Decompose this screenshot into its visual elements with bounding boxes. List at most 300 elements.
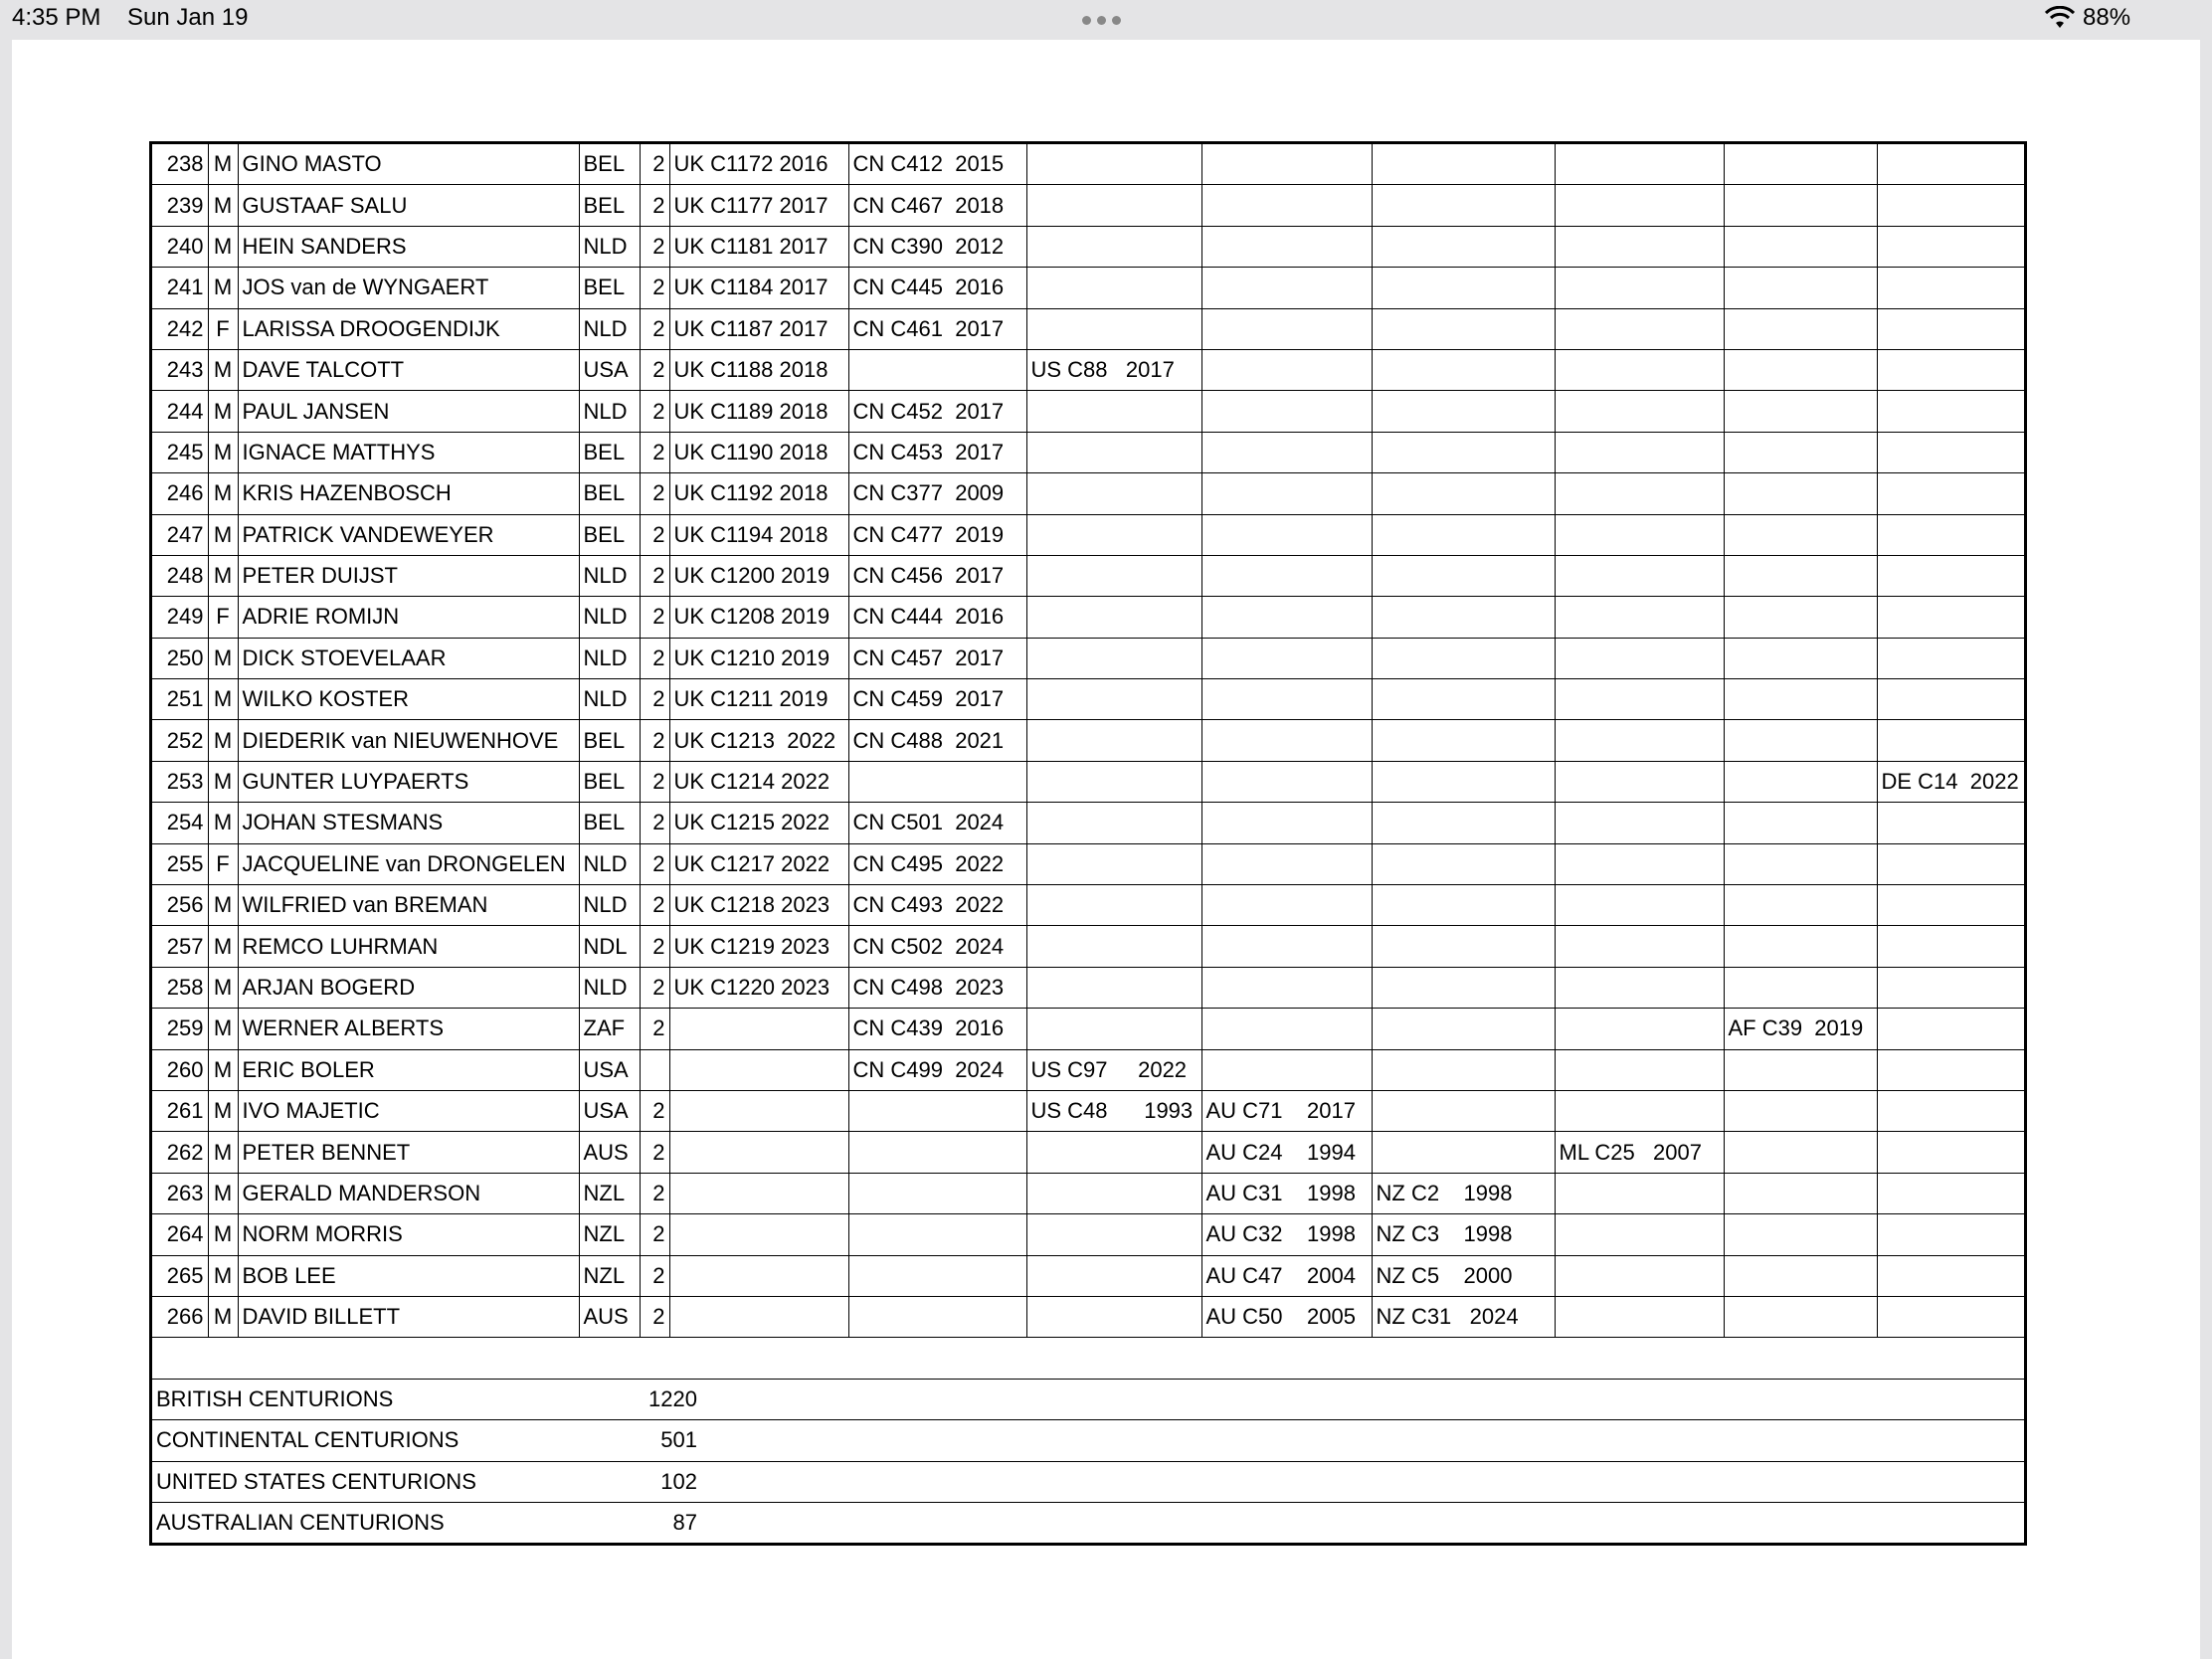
member-number-cell: 255 [152, 843, 208, 884]
au-centurion-cell: AU C50 2005 [1201, 1296, 1372, 1337]
ml-centurion-cell [1555, 1255, 1724, 1296]
nz-centurion-cell [1372, 638, 1555, 678]
ml-centurion-cell [1555, 1296, 1724, 1337]
cn-centurion-cell: CN C444 2016 [848, 597, 1026, 638]
uk-centurion-cell: UK C1189 2018 [669, 391, 848, 432]
rank-cell: 2 [640, 1296, 669, 1337]
ml-centurion-cell [1555, 555, 1724, 596]
us-centurion-cell [1026, 473, 1201, 514]
nz-centurion-cell [1372, 803, 1555, 843]
country-cell: NLD [579, 885, 640, 926]
au-centurion-cell [1201, 679, 1372, 720]
uk-centurion-cell: UK C1208 2019 [669, 597, 848, 638]
table-row [152, 1009, 2024, 1049]
ml-centurion-cell [1555, 1049, 1724, 1090]
rank-cell [640, 1049, 669, 1090]
de-centurion-cell [1877, 1049, 2024, 1090]
us-centurion-cell [1026, 638, 1201, 678]
rank-cell: 2 [640, 514, 669, 555]
table-row [152, 926, 2024, 967]
member-name-cell: DICK STOEVELAAR [238, 638, 579, 678]
member-number-cell: 257 [152, 926, 208, 967]
af-centurion-cell [1724, 1090, 1877, 1131]
au-centurion-cell [1201, 555, 1372, 596]
us-centurion-cell [1026, 597, 1201, 638]
cn-centurion-cell: CN C377 2009 [848, 473, 1026, 514]
country-cell: ZAF [579, 1009, 640, 1049]
member-name-cell: PETER DUIJST [238, 555, 579, 596]
ml-centurion-cell [1555, 926, 1724, 967]
gender-cell: F [208, 843, 238, 884]
ml-centurion-cell [1555, 473, 1724, 514]
multitasking-dots-icon[interactable] [1082, 16, 1121, 25]
nz-centurion-cell [1372, 268, 1555, 308]
de-centurion-cell [1877, 843, 2024, 884]
uk-centurion-cell [669, 1049, 848, 1090]
table-row [152, 473, 2024, 514]
cn-centurion-cell: CN C488 2021 [848, 720, 1026, 761]
member-number-cell: 263 [152, 1173, 208, 1213]
gender-cell: F [208, 308, 238, 349]
table-row [152, 679, 2024, 720]
rank-cell: 2 [640, 349, 669, 390]
au-centurion-cell [1201, 268, 1372, 308]
nz-centurion-cell [1372, 679, 1555, 720]
gender-cell: M [208, 185, 238, 226]
member-number-cell: 250 [152, 638, 208, 678]
us-centurion-cell [1026, 720, 1201, 761]
de-centurion-cell [1877, 432, 2024, 472]
af-centurion-cell [1724, 843, 1877, 884]
au-centurion-cell [1201, 1049, 1372, 1090]
rank-cell: 2 [640, 185, 669, 226]
nz-centurion-cell [1372, 843, 1555, 884]
au-centurion-cell [1201, 349, 1372, 390]
gender-cell: M [208, 1255, 238, 1296]
member-name-cell: WILKO KOSTER [238, 679, 579, 720]
au-centurion-cell: AU C24 1994 [1201, 1132, 1372, 1173]
cn-centurion-cell [848, 761, 1026, 802]
table-row [152, 1132, 2024, 1173]
cn-centurion-cell: CN C453 2017 [848, 432, 1026, 472]
blank-cell [152, 1338, 2024, 1379]
cn-centurion-cell: CN C457 2017 [848, 638, 1026, 678]
table-row [152, 843, 2024, 884]
au-centurion-cell [1201, 720, 1372, 761]
uk-centurion-cell: UK C1192 2018 [669, 473, 848, 514]
uk-centurion-cell: UK C1190 2018 [669, 432, 848, 472]
nz-centurion-cell [1372, 967, 1555, 1008]
ml-centurion-cell [1555, 349, 1724, 390]
ml-centurion-cell [1555, 720, 1724, 761]
au-centurion-cell [1201, 597, 1372, 638]
de-centurion-cell [1877, 1296, 2024, 1337]
us-centurion-cell [1026, 843, 1201, 884]
uk-centurion-cell: UK C1187 2017 [669, 308, 848, 349]
af-centurion-cell [1724, 555, 1877, 596]
member-number-cell: 244 [152, 391, 208, 432]
totals-row [152, 1420, 2024, 1461]
country-cell: NZL [579, 1214, 640, 1255]
status-date: Sun Jan 19 [127, 4, 249, 31]
member-name-cell: PETER BENNET [238, 1132, 579, 1173]
au-centurion-cell [1201, 432, 1372, 472]
member-number-cell: 260 [152, 1049, 208, 1090]
rank-cell: 2 [640, 308, 669, 349]
de-centurion-cell [1877, 555, 2024, 596]
ml-centurion-cell [1555, 1090, 1724, 1131]
gender-cell: M [208, 1090, 238, 1131]
rank-cell: 2 [640, 144, 669, 185]
af-centurion-cell [1724, 1173, 1877, 1213]
totals-label: UNITED STATES CENTURIONS [152, 1461, 640, 1502]
af-centurion-cell [1724, 679, 1877, 720]
rank-cell: 2 [640, 638, 669, 678]
totals-row [152, 1461, 2024, 1502]
nz-centurion-cell: NZ C5 2000 [1372, 1255, 1555, 1296]
cn-centurion-cell: CN C439 2016 [848, 1009, 1026, 1049]
gender-cell: M [208, 514, 238, 555]
cn-centurion-cell: CN C477 2019 [848, 514, 1026, 555]
table-row [152, 1049, 2024, 1090]
af-centurion-cell [1724, 1296, 1877, 1337]
us-centurion-cell [1026, 391, 1201, 432]
table-row [152, 555, 2024, 596]
uk-centurion-cell [669, 1132, 848, 1173]
member-number-cell: 241 [152, 268, 208, 308]
us-centurion-cell [1026, 1132, 1201, 1173]
ml-centurion-cell [1555, 268, 1724, 308]
af-centurion-cell [1724, 720, 1877, 761]
country-cell: NLD [579, 638, 640, 678]
us-centurion-cell [1026, 761, 1201, 802]
af-centurion-cell [1724, 514, 1877, 555]
af-centurion-cell [1724, 268, 1877, 308]
us-centurion-cell [1026, 1009, 1201, 1049]
member-number-cell: 266 [152, 1296, 208, 1337]
de-centurion-cell [1877, 1090, 2024, 1131]
member-number-cell: 253 [152, 761, 208, 802]
de-centurion-cell [1877, 720, 2024, 761]
table-row [152, 1173, 2024, 1213]
country-cell: BEL [579, 473, 640, 514]
gender-cell: M [208, 349, 238, 390]
us-centurion-cell [1026, 144, 1201, 185]
us-centurion-cell [1026, 514, 1201, 555]
member-name-cell: IVO MAJETIC [238, 1090, 579, 1131]
au-centurion-cell [1201, 885, 1372, 926]
table-row [152, 268, 2024, 308]
af-centurion-cell [1724, 638, 1877, 678]
de-centurion-cell [1877, 1255, 2024, 1296]
member-number-cell: 265 [152, 1255, 208, 1296]
gender-cell: M [208, 1173, 238, 1213]
table-row [152, 638, 2024, 678]
rank-cell: 2 [640, 555, 669, 596]
cn-centurion-cell: CN C459 2017 [848, 679, 1026, 720]
country-cell: BEL [579, 720, 640, 761]
country-cell: BEL [579, 144, 640, 185]
member-name-cell: BOB LEE [238, 1255, 579, 1296]
cn-centurion-cell [848, 1296, 1026, 1337]
cn-centurion-cell: CN C493 2022 [848, 885, 1026, 926]
ml-centurion-cell [1555, 1009, 1724, 1049]
au-centurion-cell [1201, 144, 1372, 185]
member-name-cell: REMCO LUHRMAN [238, 926, 579, 967]
af-centurion-cell [1724, 432, 1877, 472]
de-centurion-cell [1877, 144, 2024, 185]
rank-cell: 2 [640, 926, 669, 967]
cn-centurion-cell: CN C390 2012 [848, 226, 1026, 267]
ml-centurion-cell [1555, 597, 1724, 638]
uk-centurion-cell: UK C1215 2022 [669, 803, 848, 843]
af-centurion-cell [1724, 597, 1877, 638]
totals-filler [848, 1420, 2024, 1461]
uk-centurion-cell [669, 1214, 848, 1255]
gender-cell: M [208, 268, 238, 308]
af-centurion-cell [1724, 226, 1877, 267]
ml-centurion-cell [1555, 308, 1724, 349]
de-centurion-cell [1877, 185, 2024, 226]
table-row [152, 761, 2024, 802]
centurions-table [152, 144, 2024, 1543]
uk-centurion-cell: UK C1210 2019 [669, 638, 848, 678]
ml-centurion-cell [1555, 967, 1724, 1008]
ml-centurion-cell [1555, 843, 1724, 884]
gender-cell: F [208, 597, 238, 638]
rank-cell: 2 [640, 1255, 669, 1296]
totals-label: AUSTRALIAN CENTURIONS [156, 1510, 445, 1536]
member-name-cell: GINO MASTO [238, 144, 579, 185]
nz-centurion-cell [1372, 926, 1555, 967]
rank-cell: 2 [640, 268, 669, 308]
rank-cell: 2 [640, 761, 669, 802]
us-centurion-cell [1026, 926, 1201, 967]
cn-centurion-cell: CN C502 2024 [848, 926, 1026, 967]
af-centurion-cell [1724, 1214, 1877, 1255]
gender-cell: M [208, 391, 238, 432]
cn-centurion-cell: CN C461 2017 [848, 308, 1026, 349]
us-centurion-cell [1026, 226, 1201, 267]
uk-centurion-cell: UK C1181 2017 [669, 226, 848, 267]
totals-value: 501 [640, 1420, 848, 1461]
country-cell: USA [579, 349, 640, 390]
country-cell: USA [579, 1090, 640, 1131]
cn-centurion-cell: CN C467 2018 [848, 185, 1026, 226]
totals-filler [848, 1379, 2024, 1419]
member-number-cell: 243 [152, 349, 208, 390]
nz-centurion-cell [1372, 1009, 1555, 1049]
us-centurion-cell: US C88 2017 [1026, 349, 1201, 390]
country-cell: NLD [579, 391, 640, 432]
country-cell: BEL [579, 268, 640, 308]
totals-filler [848, 1461, 2024, 1502]
uk-centurion-cell: UK C1219 2023 [669, 926, 848, 967]
af-centurion-cell [1724, 1255, 1877, 1296]
ml-centurion-cell [1555, 638, 1724, 678]
us-centurion-cell [1026, 1214, 1201, 1255]
uk-centurion-cell [669, 1255, 848, 1296]
ml-centurion-cell [1555, 1173, 1724, 1213]
ml-centurion-cell [1555, 226, 1724, 267]
af-centurion-cell [1724, 926, 1877, 967]
uk-centurion-cell: UK C1217 2022 [669, 843, 848, 884]
de-centurion-cell [1877, 803, 2024, 843]
us-centurion-cell [1026, 967, 1201, 1008]
ml-centurion-cell [1555, 144, 1724, 185]
gender-cell: M [208, 926, 238, 967]
nz-centurion-cell [1372, 391, 1555, 432]
de-centurion-cell [1877, 638, 2024, 678]
au-centurion-cell [1201, 761, 1372, 802]
member-number-cell: 246 [152, 473, 208, 514]
cn-centurion-cell: CN C498 2023 [848, 967, 1026, 1008]
member-number-cell: 251 [152, 679, 208, 720]
cn-centurion-cell: CN C495 2022 [848, 843, 1026, 884]
gender-cell: M [208, 967, 238, 1008]
gender-cell: M [208, 1214, 238, 1255]
table-row [152, 144, 2024, 185]
ml-centurion-cell: ML C25 2007 [1555, 1132, 1724, 1173]
au-centurion-cell [1201, 967, 1372, 1008]
gender-cell: M [208, 885, 238, 926]
nz-centurion-cell [1372, 1049, 1555, 1090]
nz-centurion-cell: NZ C31 2024 [1372, 1296, 1555, 1337]
member-name-cell: DIEDERIK van NIEUWENHOVE [238, 720, 579, 761]
au-centurion-cell [1201, 514, 1372, 555]
af-centurion-cell [1724, 185, 1877, 226]
member-number-cell: 258 [152, 967, 208, 1008]
nz-centurion-cell: NZ C2 1998 [1372, 1173, 1555, 1213]
rank-cell: 2 [640, 843, 669, 884]
af-centurion-cell [1724, 391, 1877, 432]
country-cell: NZL [579, 1255, 640, 1296]
member-number-cell: 240 [152, 226, 208, 267]
member-number-cell: 262 [152, 1132, 208, 1173]
us-centurion-cell [1026, 432, 1201, 472]
totals-filler [848, 1502, 2024, 1543]
country-cell: NLD [579, 967, 640, 1008]
au-centurion-cell [1201, 185, 1372, 226]
country-cell: BEL [579, 185, 640, 226]
gender-cell: M [208, 226, 238, 267]
member-name-cell: WERNER ALBERTS [238, 1009, 579, 1049]
gender-cell: M [208, 803, 238, 843]
country-cell: NLD [579, 843, 640, 884]
member-name-cell: GERALD MANDERSON [238, 1173, 579, 1213]
member-number-cell: 242 [152, 308, 208, 349]
wifi-icon [2045, 6, 2075, 30]
rank-cell: 2 [640, 391, 669, 432]
member-name-cell: JOHAN STESMANS [238, 803, 579, 843]
gender-cell: M [208, 1009, 238, 1049]
us-centurion-cell: US C97 2022 [1026, 1049, 1201, 1090]
af-centurion-cell [1724, 308, 1877, 349]
totals-value: 87 [672, 1510, 697, 1536]
blank-row [152, 1338, 2024, 1379]
table-row [152, 803, 2024, 843]
table-row [152, 308, 2024, 349]
cn-centurion-cell [848, 1214, 1026, 1255]
member-number-cell: 239 [152, 185, 208, 226]
nz-centurion-cell [1372, 144, 1555, 185]
nz-centurion-cell [1372, 226, 1555, 267]
member-number-cell: 245 [152, 432, 208, 472]
us-centurion-cell [1026, 803, 1201, 843]
cn-centurion-cell: CN C456 2017 [848, 555, 1026, 596]
country-cell: NLD [579, 597, 640, 638]
de-centurion-cell [1877, 1214, 2024, 1255]
gender-cell: M [208, 720, 238, 761]
af-centurion-cell [1724, 885, 1877, 926]
af-centurion-cell [1724, 1132, 1877, 1173]
de-centurion-cell [1877, 926, 2024, 967]
ml-centurion-cell [1555, 679, 1724, 720]
table-row [152, 967, 2024, 1008]
gender-cell: M [208, 555, 238, 596]
af-centurion-cell [1724, 1049, 1877, 1090]
centurions-sheet [149, 141, 2027, 1546]
country-cell: NLD [579, 679, 640, 720]
de-centurion-cell [1877, 391, 2024, 432]
member-name-cell: PAUL JANSEN [238, 391, 579, 432]
au-centurion-cell [1201, 308, 1372, 349]
nz-centurion-cell [1372, 597, 1555, 638]
cn-centurion-cell: CN C452 2017 [848, 391, 1026, 432]
country-cell: USA [579, 1049, 640, 1090]
nz-centurion-cell [1372, 720, 1555, 761]
member-number-cell: 238 [152, 144, 208, 185]
af-centurion-cell: AF C39 2019 [1724, 1009, 1877, 1049]
uk-centurion-cell: UK C1188 2018 [669, 349, 848, 390]
nz-centurion-cell [1372, 308, 1555, 349]
member-number-cell: 254 [152, 803, 208, 843]
rank-cell: 2 [640, 720, 669, 761]
us-centurion-cell [1026, 1296, 1201, 1337]
ml-centurion-cell [1555, 185, 1724, 226]
gender-cell: M [208, 761, 238, 802]
nz-centurion-cell [1372, 1132, 1555, 1173]
rank-cell: 2 [640, 885, 669, 926]
member-number-cell: 247 [152, 514, 208, 555]
cn-centurion-cell [848, 1132, 1026, 1173]
table-row [152, 1296, 2024, 1337]
us-centurion-cell [1026, 555, 1201, 596]
gender-cell: M [208, 1049, 238, 1090]
us-centurion-cell [1026, 885, 1201, 926]
us-centurion-cell [1026, 1255, 1201, 1296]
totals-value: 102 [640, 1461, 848, 1502]
member-number-cell: 256 [152, 885, 208, 926]
member-name-cell: WILFRIED van BREMAN [238, 885, 579, 926]
cn-centurion-cell [848, 1090, 1026, 1131]
country-cell: NLD [579, 308, 640, 349]
us-centurion-cell [1026, 308, 1201, 349]
totals-value: 1220 [640, 1379, 848, 1419]
rank-cell: 2 [640, 226, 669, 267]
de-centurion-cell [1877, 473, 2024, 514]
member-name-cell: IGNACE MATTHYS [238, 432, 579, 472]
table-row [152, 597, 2024, 638]
rank-cell: 2 [640, 679, 669, 720]
member-number-cell: 264 [152, 1214, 208, 1255]
au-centurion-cell [1201, 843, 1372, 884]
table-row [152, 349, 2024, 390]
member-name-cell: GUSTAAF SALU [238, 185, 579, 226]
uk-centurion-cell: UK C1218 2023 [669, 885, 848, 926]
totals-label: CONTINENTAL CENTURIONS [152, 1420, 640, 1461]
table-body [152, 144, 2024, 1338]
